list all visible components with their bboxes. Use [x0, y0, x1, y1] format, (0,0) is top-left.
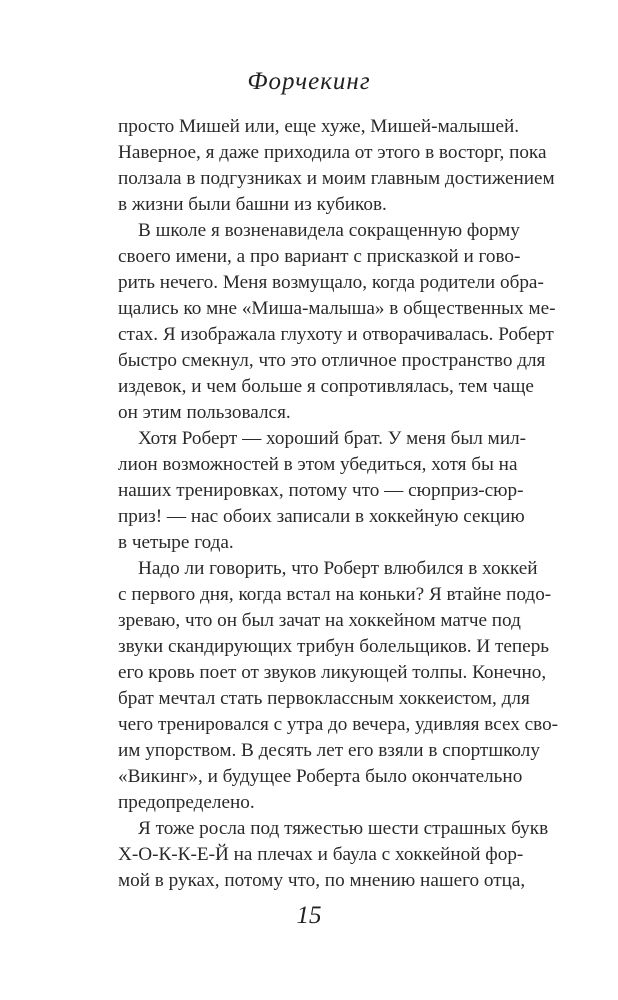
- text-line: брат мечтал стать первоклассным хоккеистом, для: [118, 688, 530, 709]
- text-line: чего тренировался с утра до вечера, удивляя всех сво-: [118, 714, 559, 735]
- text-line: щались ко мне «Миша-малыша» в общественных ме-: [118, 298, 556, 319]
- text-line: Надо ли говорить, что Роберт влюбился в хоккей: [138, 558, 538, 579]
- text-line: лион возможностей в этом убедиться, хотя бы на: [118, 454, 518, 475]
- text-line: В школе я возненавидела сокращенную форму: [138, 220, 520, 241]
- text-line: в жизни были башни из кубиков.: [118, 194, 387, 215]
- text-line: наших тренировках, потому что — сюрприз-сюр-: [118, 480, 524, 501]
- page-number: 15: [296, 902, 322, 929]
- text-line: его кровь поет от звуков ликующей толпы. Конечно,: [118, 662, 547, 683]
- text-line: ползала в подгузниках и моим главным достижением: [118, 168, 555, 189]
- text-line: приз! — нас обоих записали в хоккейную секцию: [118, 506, 525, 527]
- text-line: им упорством. В десять лет его взяли в спортшколу: [118, 740, 540, 761]
- text-line: Хотя Роберт — хороший брат. У меня был мил-: [138, 428, 527, 449]
- text-line: рить нечего. Меня возмущало, когда родители обра-: [118, 272, 544, 293]
- text-line: с первого дня, когда встал на коньки? Я втайне подо-: [118, 584, 552, 605]
- text-line: «Викинг», и будущее Роберта было окончательно: [118, 766, 523, 787]
- text-line: быстро смекнул, что это отличное пространство для: [118, 350, 546, 371]
- text-line: своего имени, а про вариант с присказкой и гово-: [118, 246, 521, 267]
- text-line: просто Мишей или, еще хуже, Мишей-малышей.: [118, 116, 520, 137]
- text-line: предопределено.: [118, 792, 255, 813]
- text-line: Наверное, я даже приходила от этого в восторг, пока: [118, 142, 547, 163]
- running-head: Форчекинг: [247, 68, 371, 95]
- text-line: в четыре года.: [118, 532, 234, 553]
- text-line: Я тоже росла под тяжестью шести страшных букв: [138, 818, 549, 839]
- text-line: зреваю, что он был зачат на хоккейном матче под: [118, 610, 521, 631]
- text-line: Х-О-К-К-Е-Й на плечах и баула с хоккейной фор-: [118, 844, 524, 865]
- text-line: звуки скандирующих трибун болельщиков. И теперь: [118, 636, 550, 657]
- text-line: он этим пользовался.: [118, 402, 291, 423]
- text-line: мой в руках, потому что, по мнению нашего отца,: [118, 870, 526, 891]
- text-line: стах. Я изображала глухоту и отворачивалась. Роберт: [118, 324, 554, 345]
- body-text: [118, 114, 559, 894]
- text-line: издевок, и чем больше я сопротивлялась, тем чаще: [118, 376, 534, 397]
